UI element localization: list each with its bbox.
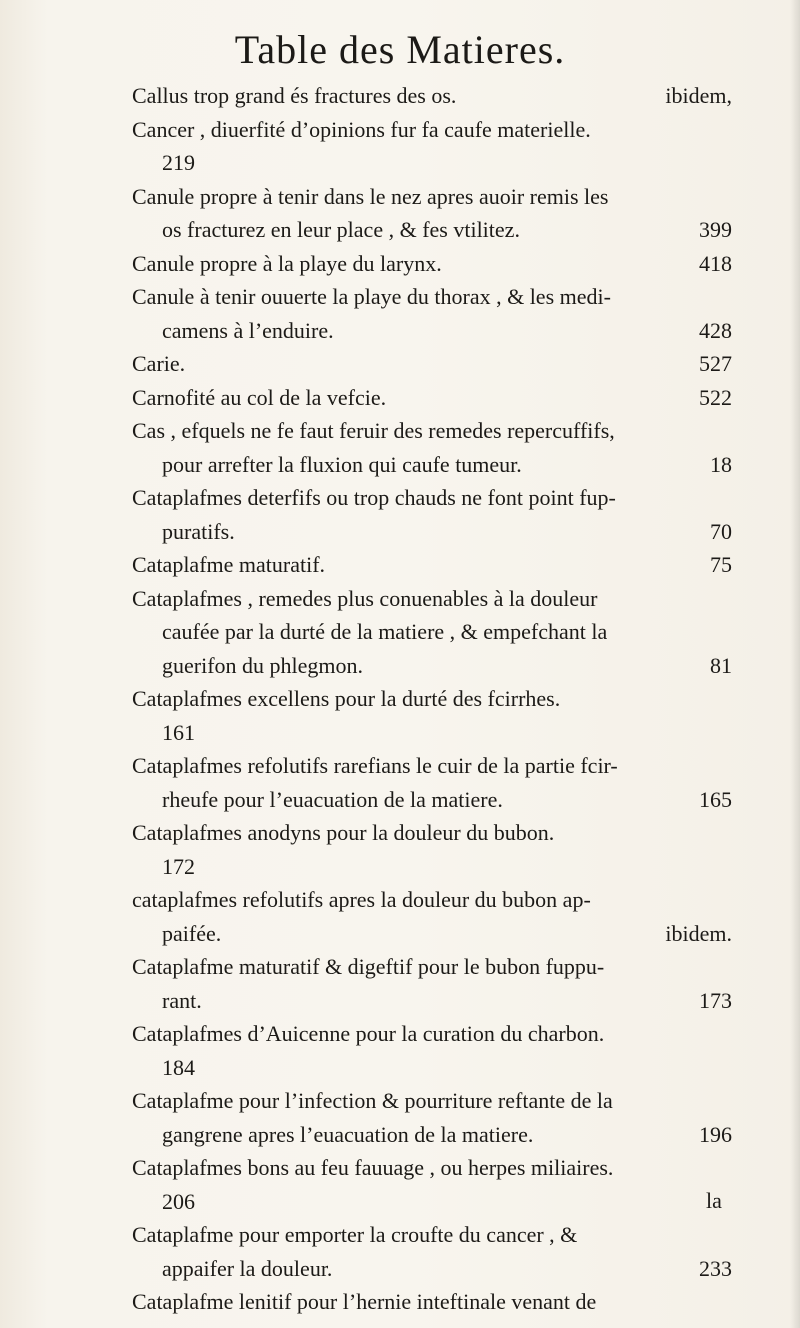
entry-line	[132, 582, 732, 616]
entry-line	[132, 984, 732, 1018]
index-entry	[132, 749, 732, 816]
entry-text: Cataplafme pour emporter la croufte du cancer , &	[132, 1222, 578, 1247]
entry-line	[132, 1051, 732, 1085]
entry-line	[132, 414, 732, 448]
page-reference: 522	[699, 384, 732, 410]
entry-line	[132, 213, 732, 247]
page-reference: 428	[699, 317, 732, 343]
entry-text: Cancer , diuerfité d’opinions fur fa caufe materielle.	[132, 116, 591, 142]
entry-text: rant.	[162, 987, 202, 1013]
index-entry	[132, 113, 732, 180]
entry-text: Cataplafme maturatif & digeftif pour le bubon fuppu-	[132, 954, 605, 979]
entry-text: Cataplafmes bons au feu fauuage , ou herpes miliaires.	[132, 1155, 614, 1180]
page-reference: 399	[699, 217, 732, 242]
page-reference: 219	[162, 150, 195, 175]
index-entry	[132, 180, 732, 247]
entry-text: gangrene apres l’euacuation de la matiere.	[162, 1121, 534, 1147]
entry-line	[132, 749, 732, 783]
entry-line	[132, 146, 732, 180]
entry-line	[132, 883, 732, 917]
entry-line	[132, 314, 732, 348]
index-entry	[132, 1084, 732, 1151]
page-reference: 70	[710, 518, 732, 544]
index-entry	[132, 1285, 732, 1319]
page-reference: ibidem,	[665, 83, 732, 108]
entry-text: paifée.	[162, 920, 222, 946]
entry-text: pour arrefter la fluxion qui caufe tumeur.	[162, 451, 522, 477]
index-entry	[132, 816, 732, 883]
index-entry	[132, 247, 732, 281]
page-reference: 81	[710, 652, 732, 678]
entry-line	[132, 548, 732, 582]
entry-text: Cataplafmes refolutifs rarefians le cuir de la partie fcir-	[132, 753, 618, 778]
page-title: Table des Matieres.	[234, 27, 566, 72]
entry-line	[132, 1218, 732, 1252]
index-entry	[132, 280, 732, 347]
entry-line	[132, 649, 732, 683]
entry-text: Cataplafme pour l’infection & pourriture reftante de la	[132, 1088, 613, 1113]
entry-text: Carnofité au col de la vefcie.	[132, 384, 387, 410]
entry-line	[132, 682, 732, 716]
entry-line	[132, 1151, 732, 1185]
page-reference: 75	[710, 552, 732, 577]
index-entry	[132, 548, 732, 582]
index-entry	[132, 950, 732, 1017]
entry-text: appaifer la douleur.	[162, 1255, 333, 1281]
entry-text: Cataplafmes excellens pour la durté des fcirrhes.	[132, 686, 561, 711]
page-reference: 233	[699, 1255, 732, 1281]
index-entries	[132, 79, 732, 1319]
entry-line	[132, 515, 732, 549]
index-entry	[132, 381, 732, 415]
entry-line	[132, 1017, 732, 1051]
page-reference: 173	[699, 987, 732, 1013]
page-reference: 161	[162, 719, 195, 745]
entry-text: Cas , efquels ne fe faut feruir des remedes repercuffifs,	[132, 418, 615, 443]
page-reference: ibidem.	[665, 920, 732, 946]
index-entry	[132, 481, 732, 548]
entry-line	[132, 615, 732, 649]
entry-line	[132, 381, 732, 415]
entry-line	[132, 783, 732, 817]
entry-line	[132, 917, 732, 951]
entry-text: Cataplafme lenitif pour l’hernie inteftinale venant de	[132, 1289, 597, 1314]
entry-line	[132, 816, 732, 850]
entry-line	[132, 1285, 732, 1319]
entry-line	[132, 280, 732, 314]
entry-line	[132, 850, 732, 884]
entry-text: Callus trop grand és fractures des os.	[132, 83, 457, 108]
entry-text: Carie.	[132, 351, 186, 376]
entry-text: Cataplafmes anodyns pour la douleur du bubon.	[132, 820, 555, 845]
entry-text: Cataplafmes , remedes plus conuenables à la douleur	[132, 585, 598, 611]
entry-line	[132, 1084, 732, 1118]
page-reference: 418	[699, 250, 732, 276]
page-reference: 172	[162, 853, 195, 879]
page-reference: 206	[162, 1188, 195, 1214]
entry-text: puratifs.	[162, 518, 235, 544]
entry-line	[132, 113, 732, 147]
entry-line	[132, 1185, 732, 1219]
entry-text: Canule propre à tenir dans le nez apres auoir remis les	[132, 183, 609, 209]
entry-line	[132, 716, 732, 750]
page-reference: 165	[699, 786, 732, 812]
entry-text: camens à l’enduire.	[162, 317, 334, 343]
page-shadow	[790, 0, 800, 1328]
entry-text: Cataplafmes deterfifs ou trop chauds ne font point fup-	[132, 485, 616, 510]
entry-line	[132, 448, 732, 482]
page-reference: 196	[699, 1121, 732, 1147]
index-entry	[132, 79, 732, 113]
entry-line	[132, 180, 732, 214]
entry-line	[132, 79, 732, 113]
entry-text: Canule à tenir ouuerte la playe du thorax , & les medi-	[132, 284, 611, 309]
entry-text: os fracturez en leur place , & fes vtilitez.	[162, 217, 520, 242]
entry-line	[132, 1118, 732, 1152]
entry-line	[132, 481, 732, 515]
entry-line	[132, 347, 732, 381]
entry-text: rheufe pour l’euacuation de la matiere.	[162, 786, 503, 812]
index-entry	[132, 414, 732, 481]
page-reference: 184	[162, 1054, 195, 1080]
catchword: la	[706, 1188, 722, 1213]
index-entry	[132, 347, 732, 381]
index-entry	[132, 1218, 732, 1285]
entry-line	[132, 950, 732, 984]
index-entry	[132, 582, 732, 683]
index-entry	[132, 1151, 732, 1218]
entry-text: cataplafmes refolutifs apres la douleur du bubon ap-	[132, 887, 591, 912]
entry-line	[132, 1252, 732, 1286]
page-reference: 18	[710, 451, 732, 477]
index-entry	[132, 1017, 732, 1084]
entry-text: Cataplafmes d’Auicenne pour la curation du charbon.	[132, 1021, 605, 1046]
entry-text: Canule propre à la playe du larynx.	[132, 250, 442, 276]
entry-text: guerifon du phlegmon.	[162, 652, 364, 678]
index-entry	[132, 682, 732, 749]
entry-text: Cataplafme maturatif.	[132, 552, 326, 577]
entry-line	[132, 247, 732, 281]
index-entry	[132, 883, 732, 950]
entry-text: caufée par la durté de la matiere , & empefchant la	[162, 619, 608, 644]
page-reference: 527	[699, 351, 732, 376]
